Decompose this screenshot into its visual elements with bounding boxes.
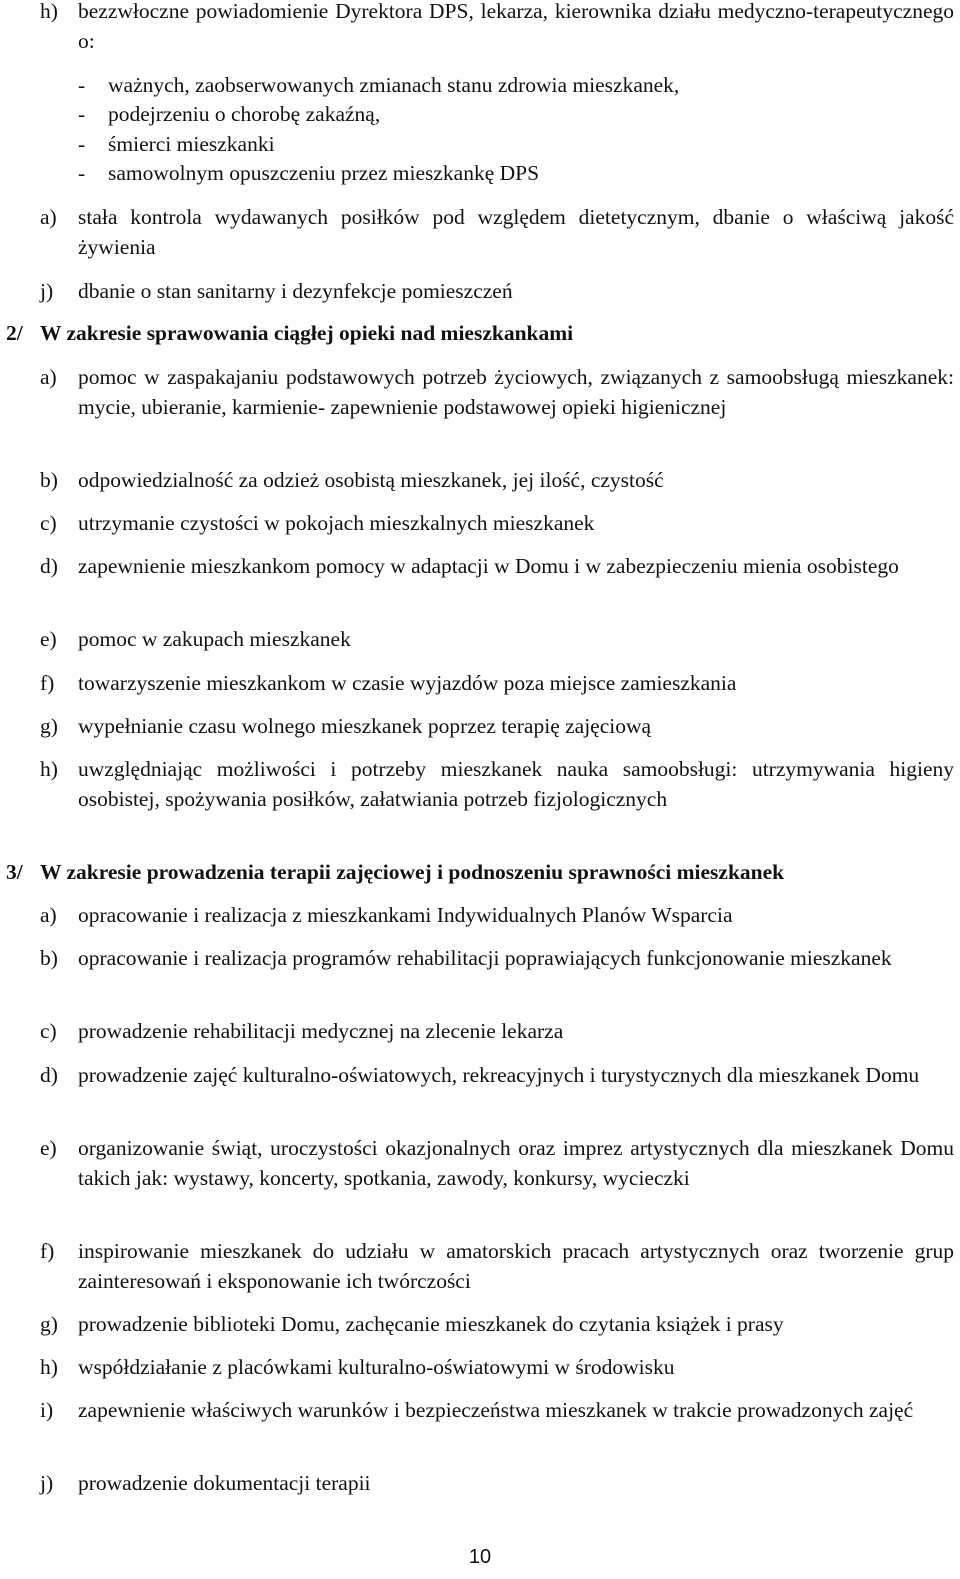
list-item-label: i) <box>40 1398 54 1422</box>
list-item-text: zapewnienie mieszkankom pomocy w adaptacji w Domu i w zabezpieczeniu mienia osobistego <box>78 554 899 578</box>
list-item <box>40 508 954 538</box>
list-item <box>40 711 954 741</box>
list-item-label: c) <box>40 1019 57 1043</box>
list-item <box>40 900 954 930</box>
list-item-j-sanitary <box>40 276 954 306</box>
list-item <box>40 1395 954 1425</box>
dash-text: śmierci mieszkanki <box>108 132 275 156</box>
section-number: 2/ <box>6 321 23 345</box>
list-item-text: prowadzenie rehabilitacji medycznej na zlecenie lekarza <box>78 1019 564 1043</box>
section-number: 3/ <box>6 860 23 884</box>
list-item-text: organizowanie świąt, uroczystości okazjonalnych oraz imprez artystycznych dla mieszkanek Domu takich jak: wystawy, koncerty, spotkania, zawody, konkursy, wycieczki <box>78 1136 954 1190</box>
list-item-label: c) <box>40 511 57 535</box>
list-item-label: f) <box>40 671 55 695</box>
list-item-a-meals <box>40 202 954 262</box>
list-item-text: opracowanie i realizacja z mieszkankami Indywidualnych Planów Wsparcia <box>78 903 733 927</box>
list-item-text: prowadzenie biblioteki Domu, zachęcanie mieszkanek do czytania książek i prasy <box>78 1312 784 1336</box>
section-title: W zakresie prowadzenia terapii zajęciowej i podnoszeniu sprawności mieszkanek <box>40 860 785 884</box>
list-item <box>40 1016 954 1046</box>
list-item-text: utrzymanie czystości w pokojach mieszkalnych mieszkanek <box>78 511 595 535</box>
dash-label: - <box>78 132 86 156</box>
dash-item <box>78 129 954 159</box>
list-item-text: inspirowanie mieszkanek do udziału w amatorskich pracach artystycznych oraz tworzenie grup zainteresowań i eksponowanie ich twórczości <box>78 1239 954 1293</box>
list-item <box>40 1236 954 1296</box>
list-item-text: pomoc w zaspakajaniu podstawowych potrzeb życiowych, związanych z samoobsługą mieszkanek: mycie, ubieranie, karmienie- zapewnienie podstawowej opieki higienicznej <box>78 365 954 419</box>
list-item-label: h) <box>40 0 58 23</box>
list-item-label: g) <box>40 1312 58 1336</box>
dash-label: - <box>78 102 86 126</box>
list-item <box>40 362 954 422</box>
list-item <box>40 465 954 495</box>
list-item-text: pomoc w zakupach mieszkanek <box>78 627 351 651</box>
list-item-text: prowadzenie zajęć kulturalno-oświatowych, rekreacyjnych i turystycznych dla mieszkanek Domu <box>78 1063 920 1087</box>
dash-text: samowolnym opuszczeniu przez mieszkankę DPS <box>108 161 540 185</box>
list-item <box>40 551 954 581</box>
section-heading-2 <box>6 318 954 348</box>
list-item-label: b) <box>40 946 58 970</box>
list-item <box>40 624 954 654</box>
list-item <box>40 1352 954 1382</box>
list-item <box>40 943 954 973</box>
list-item-label: d) <box>40 1063 58 1087</box>
list-item-label: a) <box>40 903 57 927</box>
list-item-label: b) <box>40 468 58 492</box>
section-heading-3 <box>6 857 954 887</box>
list-item-text: prowadzenie dokumentacji terapii <box>78 1471 371 1495</box>
list-item-label: e) <box>40 1136 57 1160</box>
list-item-label: a) <box>40 205 57 229</box>
list-item-label: g) <box>40 714 58 738</box>
list-item-text: towarzyszenie mieszkankom w czasie wyjazdów poza miejsce zamieszkania <box>78 671 737 695</box>
list-item <box>40 1468 954 1498</box>
list-item-h-notification <box>40 0 954 56</box>
list-item-text: odpowiedzialność za odzież osobistą mieszkanek, jej ilość, czystość <box>78 468 664 492</box>
list-item <box>40 754 954 814</box>
list-item-label: j) <box>40 279 54 303</box>
dash-item <box>78 158 954 188</box>
dash-item <box>78 70 954 100</box>
list-item-label: d) <box>40 554 58 578</box>
list-item-text: zapewnienie właściwych warunków i bezpieczeństwa mieszkanek w trakcie prowadzonych zajęć <box>78 1398 914 1422</box>
list-item-text: stała kontrola wydawanych posiłków pod względem dietetycznym, dbanie o właściwą jakość żywienia <box>78 205 954 259</box>
list-item-label: h) <box>40 757 58 781</box>
list-item <box>40 1133 954 1193</box>
list-item-text: bezzwłoczne powiadomienie Dyrektora DPS, lekarza, kierownika działu medyczno-terapeutycznego o: <box>78 0 954 53</box>
dash-item <box>78 99 954 129</box>
dash-label: - <box>78 73 86 97</box>
dash-text: ważnych, zaobserwowanych zmianach stanu zdrowia mieszkanek, <box>108 73 680 97</box>
list-item <box>40 1060 954 1090</box>
section-title: W zakresie sprawowania ciągłej opieki nad mieszkankami <box>40 321 574 345</box>
dash-label: - <box>78 161 86 185</box>
list-item <box>40 1309 954 1339</box>
page-number: 10 <box>468 1546 492 1568</box>
list-item-text: wypełnianie czasu wolnego mieszkanek poprzez terapię zajęciową <box>78 714 652 738</box>
list-item-text: uwzględniając możliwości i potrzeby mieszkanek nauka samoobsługi: utrzymywania higieny osobistej, spożywania posiłków, załatwiania potrzeb fizjologicznych <box>78 757 954 811</box>
list-item-label: h) <box>40 1355 58 1379</box>
list-item-text: opracowanie i realizacja programów rehabilitacji poprawiających funkcjonowanie mieszkanek <box>78 946 892 970</box>
list-item-text: dbanie o stan sanitarny i dezynfekcje pomieszczeń <box>78 279 513 303</box>
dash-text: podejrzeniu o chorobę zakaźną, <box>108 102 381 126</box>
list-item-label: f) <box>40 1239 55 1263</box>
list-item <box>40 668 954 698</box>
list-item-label: e) <box>40 627 57 651</box>
list-item-label: a) <box>40 365 57 389</box>
list-item-label: j) <box>40 1471 54 1495</box>
list-item-text: współdziałanie z placówkami kulturalno-oświatowymi w środowisku <box>78 1355 675 1379</box>
